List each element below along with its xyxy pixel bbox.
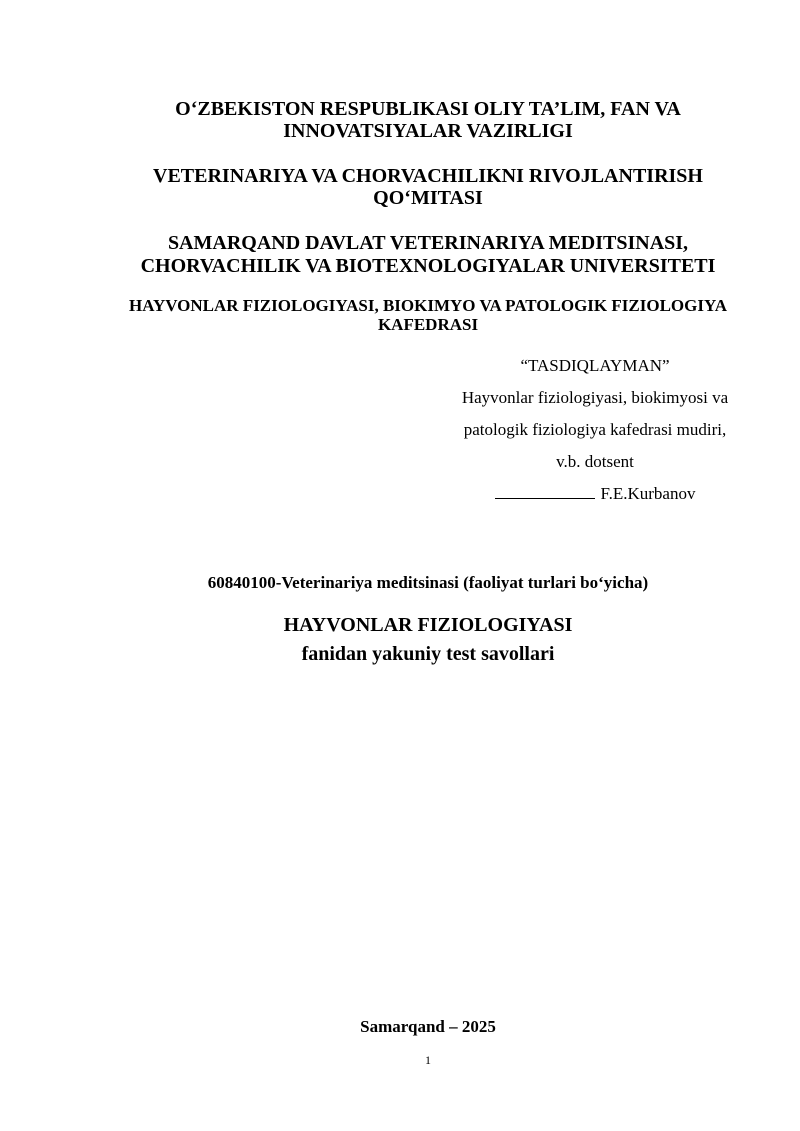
approval-line-2: patologik fiziologiya kafedrasi mudiri,: [463, 420, 727, 439]
subject-title: HAYVONLAR FIZIOLOGIYASI: [283, 614, 573, 636]
ministry-heading: O‘ZBEKISTON RESPUBLIKASI OLIY TA’LIM, FAN VA INNOVATSIYALAR VAZIRLIGI: [175, 98, 681, 142]
page-number: 1: [425, 1053, 431, 1067]
signature-line: [430, 482, 760, 506]
approval-line-3: v.b. dotsent: [556, 452, 634, 471]
university-heading: SAMARQAND DAVLAT VETERINARIYA MEDITSINASI, CHORVACHILIK VA BIOTEXNOLOGIYALAR UNIVERSITETI: [140, 232, 716, 277]
approval-title: “TASDIQLAYMAN”: [520, 356, 670, 375]
signature-blank: [495, 482, 595, 499]
committee-heading: VETERINARIYA VA CHORVACHILIKNI RIVOJLANTIRISH QO‘MITASI: [153, 165, 703, 209]
approval-line-1: Hayvonlar fiziologiyasi, biokimyosi va: [461, 388, 729, 407]
department-heading: HAYVONLAR FIZIOLOGIYASI, BIOKIMYO VA PATOLOGIK FIZIOLOGIYA KAFEDRASI: [129, 296, 727, 334]
place-year: Samarqand – 2025: [360, 1017, 496, 1036]
specialty-code: 60840100-Veterinariya meditsinasi (faoliyat turlari bo‘yicha): [207, 573, 649, 592]
approval-block: [430, 354, 760, 506]
subject-subtitle: fanidan yakuniy test savollari: [301, 643, 555, 665]
signatory-name: F.E.Kurbanov: [600, 484, 696, 503]
